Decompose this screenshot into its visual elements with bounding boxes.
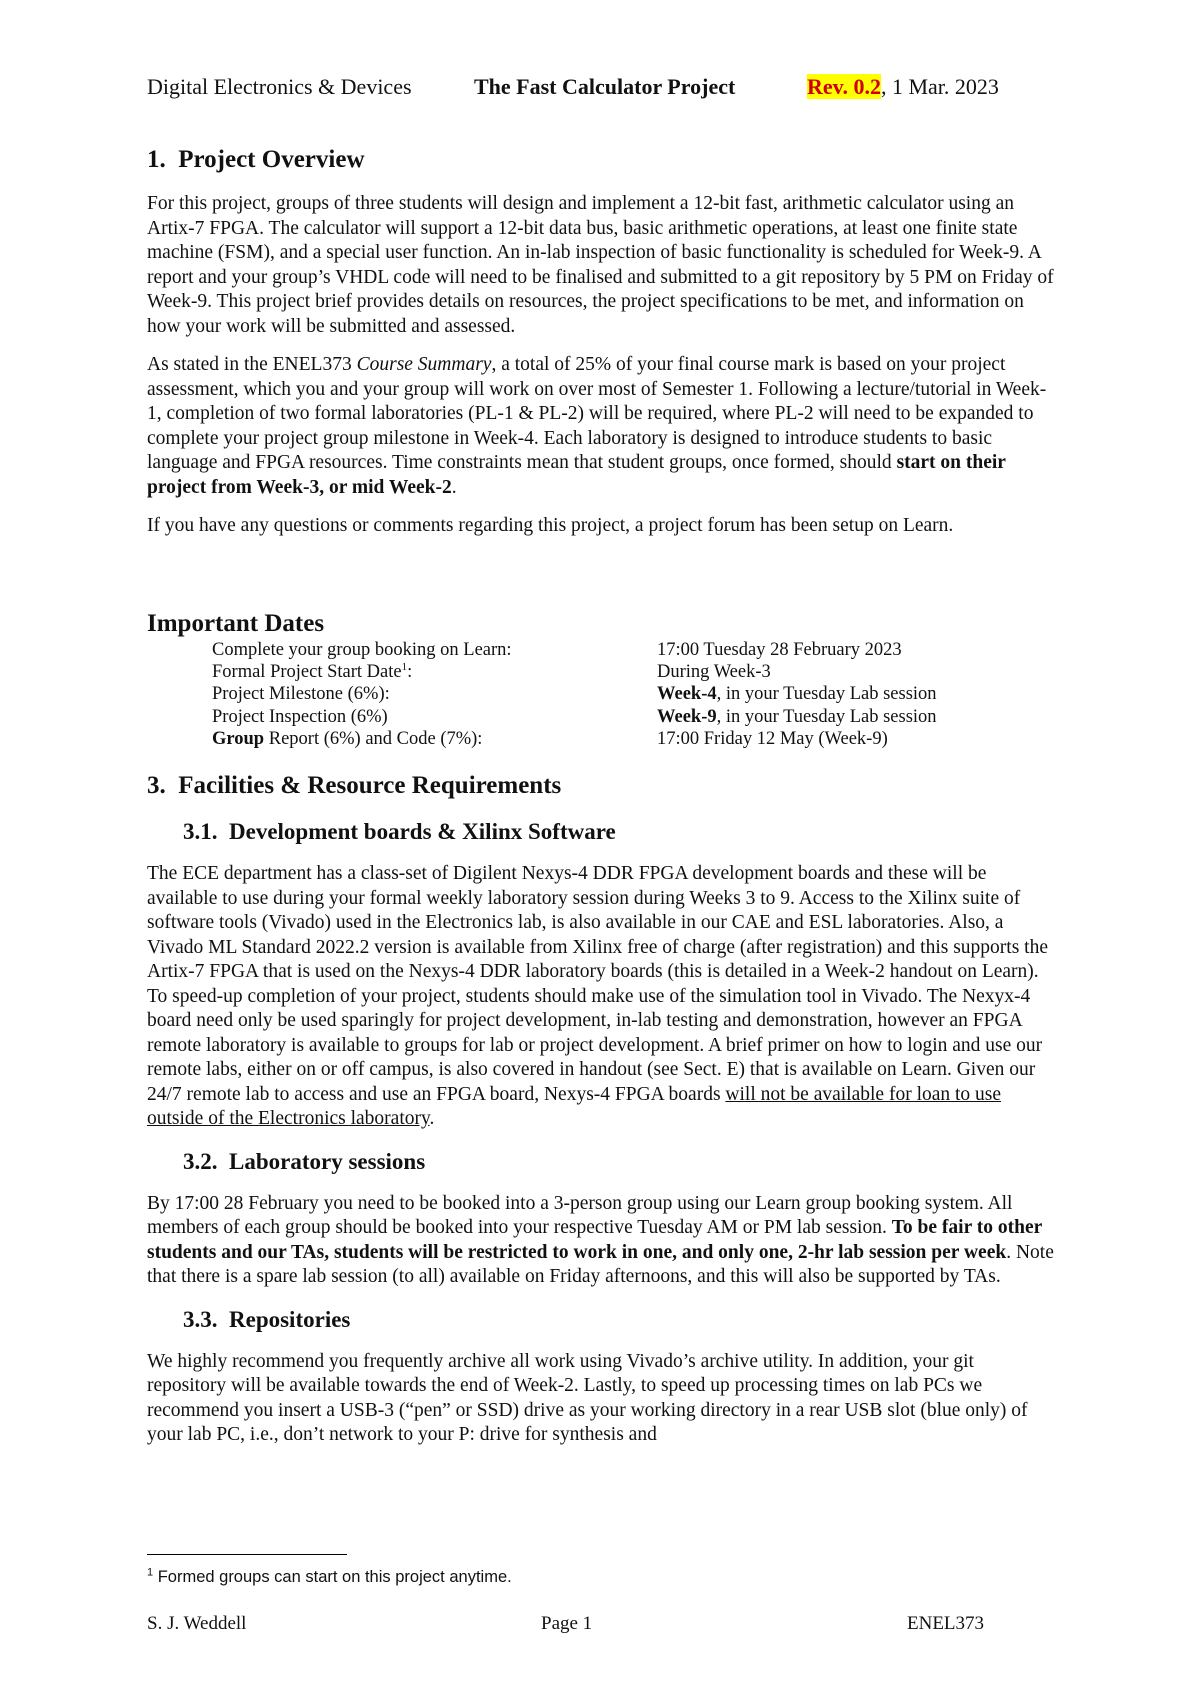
section-project-overview xyxy=(147,146,1057,539)
underlined-text: will not be available for loan to use outside of the Electronics laboratory xyxy=(147,1083,1002,1129)
date-value-bold: Week-9 xyxy=(657,706,717,727)
important-dates xyxy=(147,610,1057,750)
revision-highlight: Rev. 0.2 xyxy=(807,74,881,99)
date-value xyxy=(657,683,937,705)
subsection-title: Laboratory sessions xyxy=(229,1148,426,1174)
date-label xyxy=(212,728,482,750)
date-value: During Week-3 xyxy=(657,662,771,683)
date-value-bold: Week-4 xyxy=(657,684,717,705)
subsection-title: Repositories xyxy=(229,1306,351,1332)
section-title: Project Overview xyxy=(178,146,365,173)
date-label: Project Milestone (6%): xyxy=(212,684,390,705)
section-heading xyxy=(147,146,1057,174)
italic-course-summary: Course Summary xyxy=(356,354,492,375)
date-label-text: Formal Project Start Date xyxy=(212,662,402,683)
section-heading xyxy=(147,772,1057,800)
section-facilities xyxy=(147,772,1057,1448)
subsection-title: Development boards & Xilinx Software xyxy=(229,819,616,844)
date-label: Project Inspection (6%) xyxy=(212,706,388,727)
overview-paragraph-1: For this project, groups of three students will design and implement a 12-bit fast, arithmetic calculator using an Artix-7 FPGA. The calculator will support a 12-bit data bus, basic arithmetic operations, at least one finite state machine (FSM), and a special user function. An in-lab inspection of basic functionality is scheduled for Week-9. A report and your group’s VHDL code will need to be finalised and submitted to a git repository by 5 PM on Friday of Week-9. This project brief provides details on resources, the project specifications to be met, and information on how your work will be submitted and assessed. xyxy=(147,193,1054,337)
header-course-name: Digital Electronics & Devices xyxy=(147,74,412,99)
date-value: 17:00 Friday 12 May (Week-9) xyxy=(657,728,888,749)
date-row xyxy=(147,661,1057,683)
overview-paragraph-2 xyxy=(147,353,1057,500)
section-title: Facilities & Resource Requirements xyxy=(178,772,562,799)
header-date: , 1 Mar. 2023 xyxy=(880,74,999,99)
date-row xyxy=(147,639,1057,661)
footnote xyxy=(147,1568,512,1587)
footnote-separator xyxy=(147,1554,347,1555)
date-label: Complete your group booking on Learn: xyxy=(212,640,512,660)
footer-course-code: ENEL373 xyxy=(907,1613,985,1634)
text-run: The ECE department has a class-set of Digilent Nexys-4 DDR FPGA development boards and these will be available to use during your formal weekly laboratory session during Weeks 3 to 9. Access to the Xilinx suite of software tools (Vivado) used in the Electronics lab, is also available in our CAE and ESL laboratories. Also, a Vivado ML Standard 2022.2 version is available from Xilinx free of charge (after registration) and this supports the Artix-7 FPGA that is used on the Nexys-4 DDR laboratory boards (this is detailed in a Week-2 handout on Learn). To speed-up completion of your project, students should make use of the simulation tool in Vivado. The Nexyx-4 board need only be used sparingly for project development, in-lab testing and demonstration, however an FPGA remote laboratory is available to groups for lab or project development. A brief primer on how to login and use our remote labs, either on or off campus, is also covered in handout (see Sect. E) that is available on Learn. Given our 24/7 remote lab to access and use an FPGA board, Nexys-4 FPGA boards xyxy=(147,863,1048,1105)
header-project-title: The Fast Calculator Project xyxy=(474,74,736,99)
text-run: . xyxy=(429,1108,435,1129)
text-run: . xyxy=(451,476,457,498)
subsection-number: 3.3. xyxy=(183,1306,218,1332)
dates-heading: Important Dates xyxy=(147,610,325,637)
overview-paragraph-3: If you have any questions or comments regarding this project, a project forum has been setup on Learn. xyxy=(147,515,954,536)
repositories-paragraph: We highly recommend you frequently archive all work using Vivado’s archive utility. In addition, your git repository will be available towards the end of Week-2. Lastly, to speed up processing times on lab PCs we recommend you insert a USB-3 (“pen” or SSD) drive as your working directory in a rear USB slot (blue only) of your lab PC, i.e., don’t network to your P: drive for synthesis and xyxy=(147,1350,1028,1445)
subsection-number: 3.1. xyxy=(183,819,218,844)
footnote-text: Formed groups can start on this project anytime. xyxy=(153,1568,512,1586)
subsection-number: 3.2. xyxy=(183,1148,218,1174)
subsection-heading xyxy=(147,1149,1057,1175)
dates-table xyxy=(147,639,1057,750)
date-value-text: , in your Tuesday Lab session xyxy=(716,706,937,727)
text-run: , a total of 25% of your final course mark is based on your project assessment, which you and your group will work on over most of Semester 1. Following a lecture/tutorial in Week-1, completion of two formal laboratories (PL-1 & PL-2) will be required, where PL-2 will need to be expanded to complete your project group milestone in Week-4. Each laboratory is designed to introduce students to basic language and FPGA resources. Time constraints mean that student groups, once formed, should xyxy=(147,354,1047,473)
group-bold: Group xyxy=(212,728,265,749)
date-row xyxy=(147,706,1057,728)
subsection-heading xyxy=(147,819,1057,845)
text-run: As stated in the ENEL373 xyxy=(147,354,357,375)
section-number: 1. xyxy=(147,146,166,173)
date-row xyxy=(147,728,1057,750)
text-run: . Note that there is a spare lab session (to all) available on Friday afternoons, and this will also be supported by TAs. xyxy=(147,1241,1054,1287)
footer-page-number: Page 1 xyxy=(541,1613,593,1634)
bold-start-note: start on their project from Week-3, or mid Week-2 xyxy=(147,452,1006,498)
footnote-mark: 1 xyxy=(147,1566,154,1579)
date-value-text: , in your Tuesday Lab session xyxy=(716,684,937,705)
subsection-heading xyxy=(147,1307,1057,1333)
date-label-text: Report (6%) and Code (7%): xyxy=(264,728,483,749)
footnote-ref[interactable]: 1 xyxy=(401,661,408,674)
section-number: 3. xyxy=(147,772,166,799)
header-revision xyxy=(807,74,999,100)
dev-boards-paragraph xyxy=(147,862,1057,1132)
date-row xyxy=(147,683,1057,705)
date-label xyxy=(212,661,412,683)
bold-restriction-note: To be fair to other students and our TAs, students will be restricted to work in one, and only one, 2-hr lab session per week xyxy=(147,1217,1042,1263)
footer-author: S. J. Weddell xyxy=(147,1613,247,1634)
text-run: By 17:00 28 February you need to be booked into a 3-person group using our Learn group booking system. All members of each group should be booked into your respective Tuesday AM or PM lab session. xyxy=(147,1192,1013,1238)
date-value xyxy=(657,706,937,728)
date-label-suffix: : xyxy=(407,662,413,683)
lab-sessions-paragraph xyxy=(147,1192,1057,1290)
date-value: 17:00 Tuesday 28 February 2023 xyxy=(657,640,902,660)
